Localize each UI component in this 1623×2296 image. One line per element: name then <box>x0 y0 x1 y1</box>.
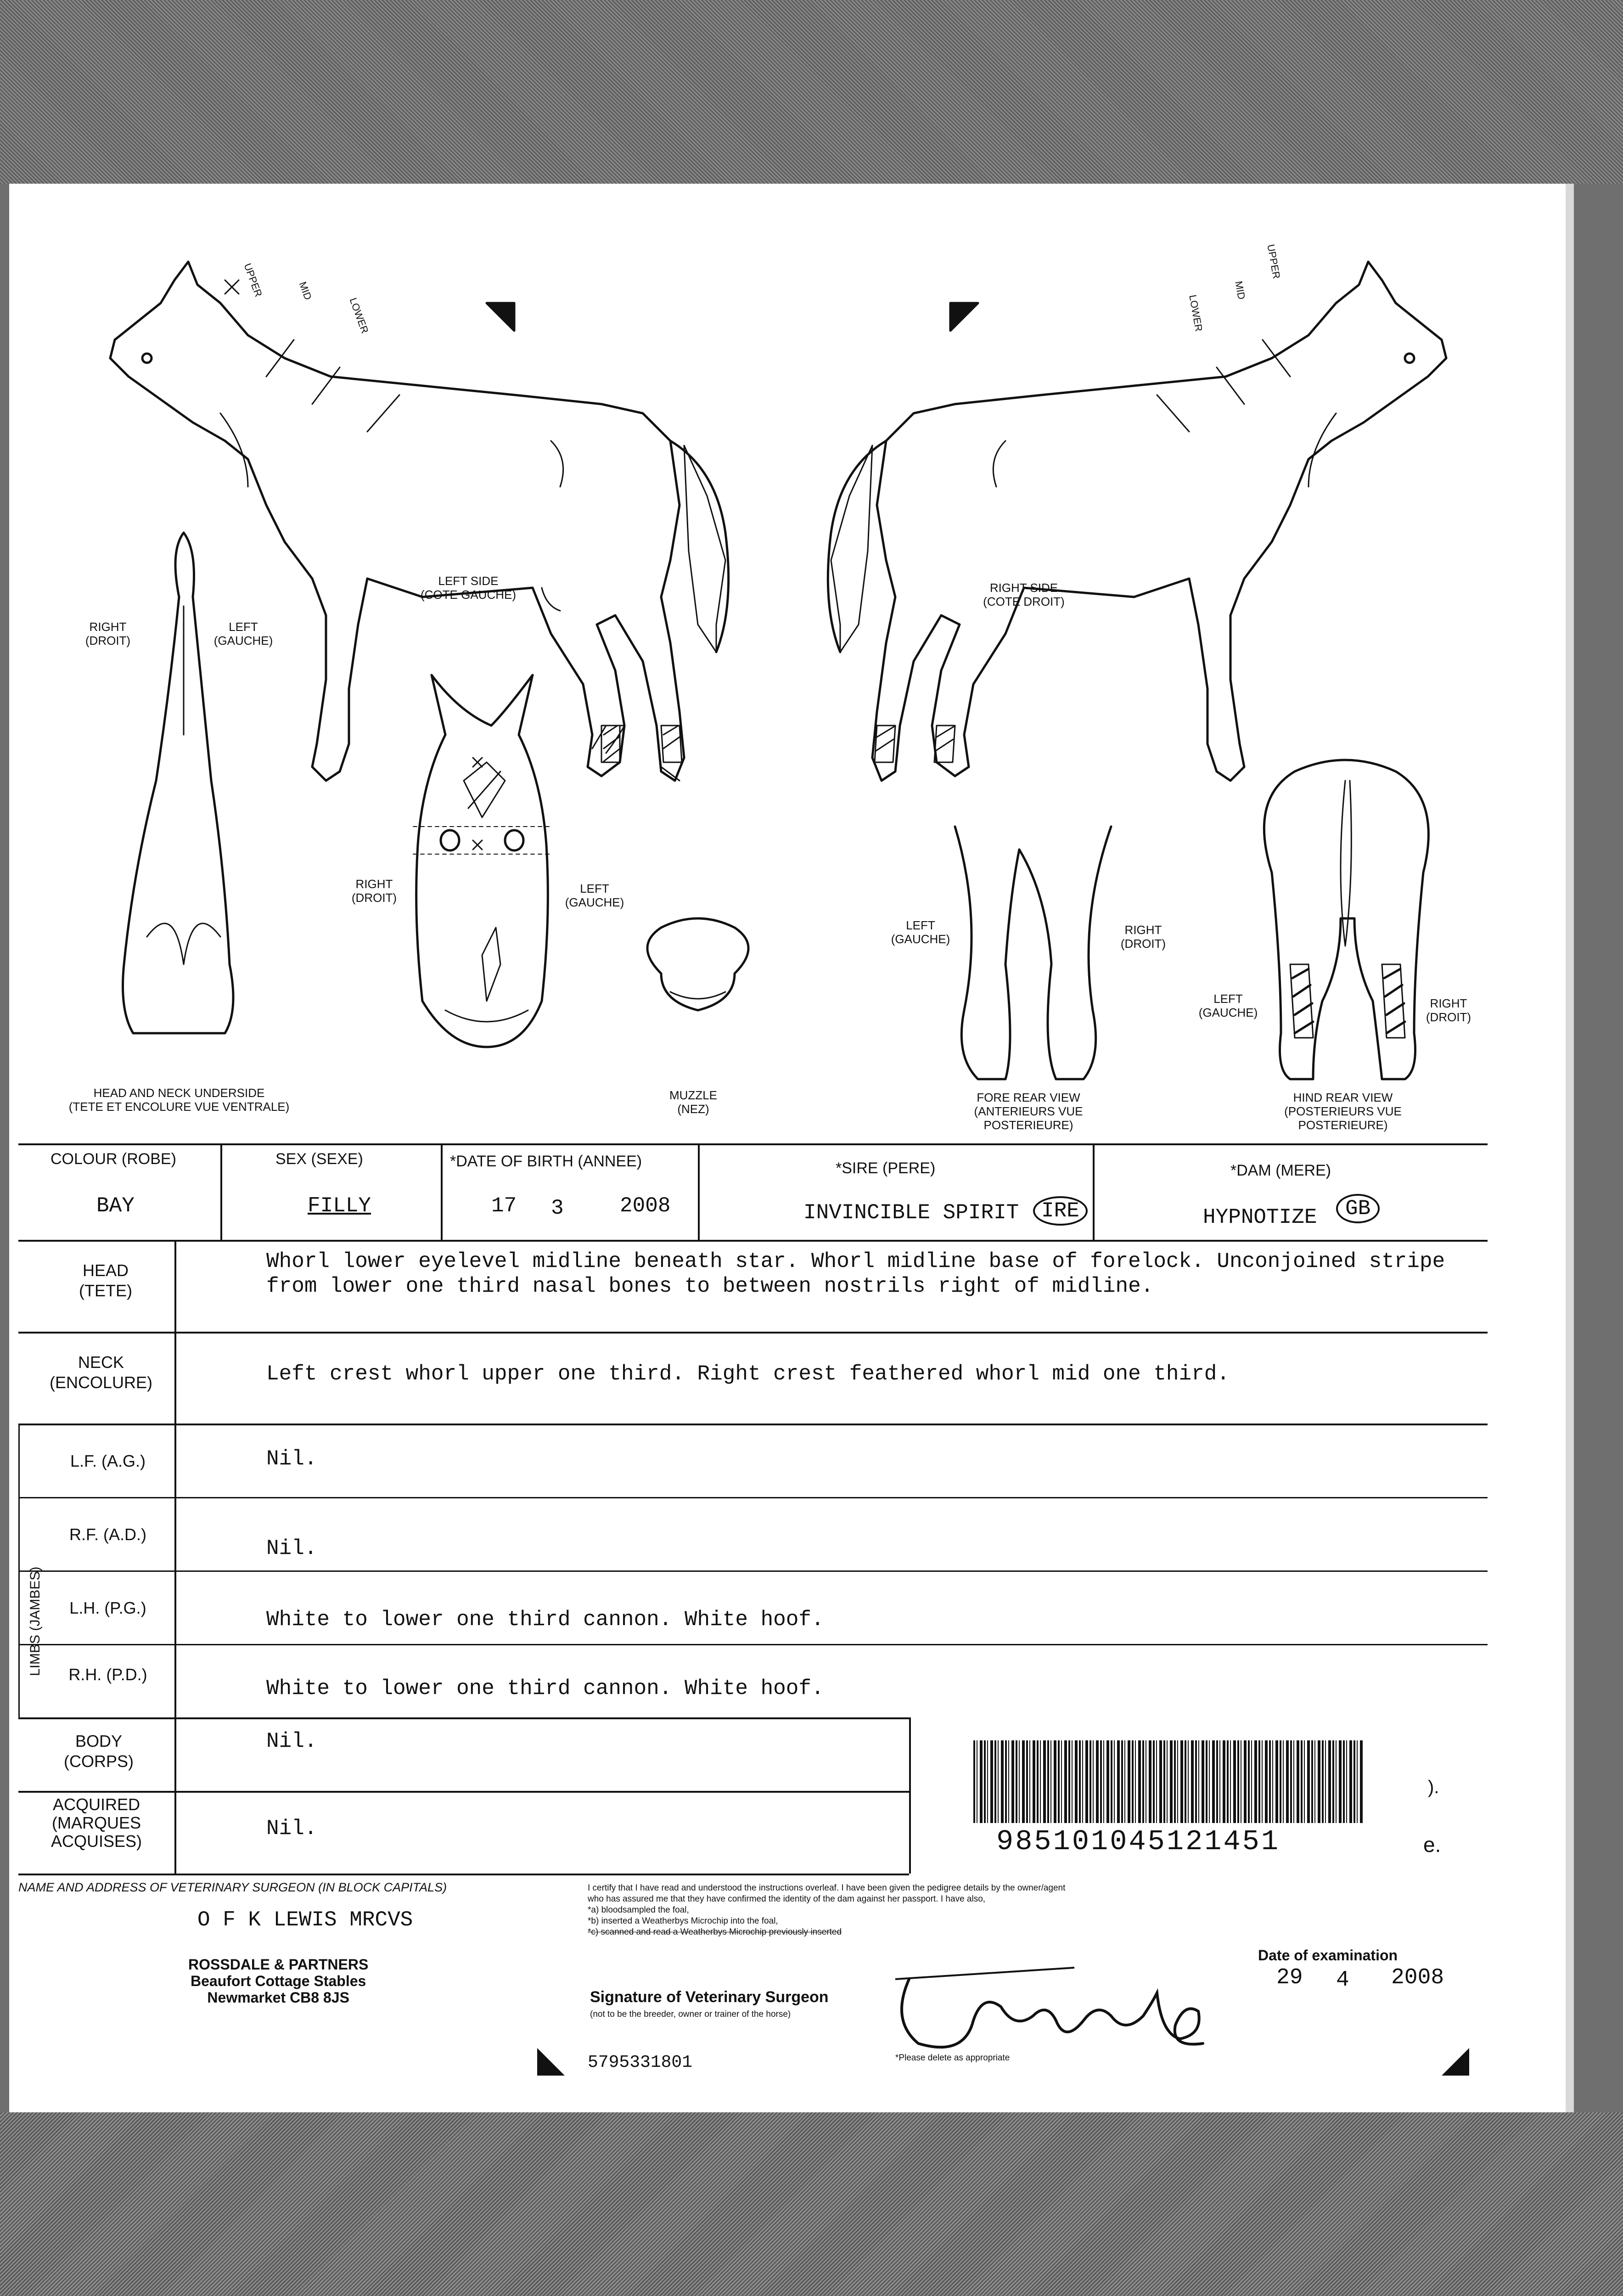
dob-month: 3 <box>551 1196 564 1220</box>
hind-right-label: RIGHT (DROIT) <box>1426 996 1471 1024</box>
dob-year: 2008 <box>620 1194 671 1218</box>
rh-label: R.H. (P.D.) <box>68 1665 147 1684</box>
table-col <box>698 1143 700 1240</box>
registration-mark <box>487 303 514 331</box>
dam-country: GB <box>1336 1194 1380 1223</box>
passport-page <box>9 184 1574 2112</box>
caption-right-side: RIGHT SIDE (COTE DROIT) <box>983 581 1065 608</box>
exam-date-label: Date of examination <box>1258 1947 1398 1964</box>
sex-label: SEX (SEXE) <box>275 1150 363 1168</box>
barcode <box>973 1740 1364 1823</box>
horse-right-side <box>828 262 1446 781</box>
table-rule <box>18 1791 909 1793</box>
table-rule <box>18 1143 1488 1145</box>
diagram-underside <box>123 533 234 1033</box>
table-col <box>174 1240 176 1874</box>
registration-mark-bottom-left <box>537 2048 569 2076</box>
table-rule <box>18 1240 1488 1242</box>
fore-left-label: LEFT (GAUCHE) <box>891 918 950 946</box>
underside-right-label: RIGHT (DROIT) <box>85 620 131 647</box>
label-mid-right: MID <box>1233 280 1248 301</box>
dam-label: *DAM (MERE) <box>1230 1162 1331 1179</box>
certification-text: I certify that I have read and understood the instructions overleaf. I have been given the pedigree details by the owner/agent who has assured me that they have confirmed the identity of the dam against her passport. I have also, *a) bloodsampled the foal, *b) inserted a Weatherbys Microchip into the foal, <box>588 1883 1066 1926</box>
rh-description: White to lower one third cannon. White hoof. <box>266 1677 824 1700</box>
table-col <box>220 1143 222 1240</box>
registration-mark-bottom-right <box>1442 2048 1474 2076</box>
label-lower-right: LOWER <box>1187 294 1205 332</box>
exam-day: 29 <box>1276 1965 1303 1990</box>
head-right-label: RIGHT (DROIT) <box>351 877 397 905</box>
underside-left-label: LEFT (GAUCHE) <box>213 620 273 647</box>
lf-label: L.F. (A.G.) <box>70 1452 146 1470</box>
table-rule <box>18 1570 1488 1572</box>
sire-country: IRE <box>1033 1196 1088 1226</box>
label-lower-left: LOWER <box>347 296 371 335</box>
head-left-label: LEFT (GAUCHE) <box>565 882 624 909</box>
neck-label: NECK (ENCOLURE) <box>49 1353 152 1392</box>
body-label: BODY (CORPS) <box>64 1732 134 1771</box>
signature-image <box>882 1965 1272 2066</box>
caption-underside: HEAD AND NECK UNDERSIDE (TETE ET ENCOLURE VUE VENTRALE) <box>68 1086 290 1114</box>
certification-struck: *c) scanned and read a Weatherbys Microchip previously inserted <box>588 1927 842 1937</box>
dob-day: 17 <box>491 1194 517 1218</box>
dob-label: *DATE OF BIRTH (ANNEE) <box>450 1153 642 1170</box>
colour-label: COLOUR (ROBE) <box>51 1150 176 1168</box>
scan-border-top <box>0 0 1623 184</box>
barcode-suffix-bottom: e. <box>1423 1833 1441 1857</box>
caption-muzzle: MUZZLE (NEZ) <box>669 1088 717 1116</box>
sire-label: *SIRE (PERE) <box>836 1159 936 1177</box>
label-mid-left: MID <box>297 280 314 302</box>
neck-description: Left crest whorl upper one third. Right crest feathered whorl mid one third. <box>266 1362 1230 1386</box>
acquired-description: Nil. <box>266 1817 317 1840</box>
caption-fore-rear: FORE REAR VIEW (ANTERIEURS VUE POSTERIEURE) <box>974 1091 1083 1132</box>
label-upper-left: UPPER <box>241 262 264 298</box>
dam-value: HYPNOTIZE <box>1203 1205 1317 1229</box>
leg-markings <box>601 726 955 762</box>
colour-value: BAY <box>96 1194 135 1218</box>
scan-border-bottom <box>0 2112 1623 2296</box>
signature-label: Signature of Veterinary Surgeon <box>590 1988 829 2006</box>
exam-year: 2008 <box>1391 1965 1444 1990</box>
lh-label: L.H. (P.G.) <box>69 1598 146 1617</box>
caption-hind-rear: HIND REAR VIEW (POSTERIEURS VUE POSTERIEURE) <box>1284 1091 1402 1132</box>
sex-value: FILLY <box>308 1194 371 1218</box>
lh-description: White to lower one third cannon. White hoof. <box>266 1608 824 1632</box>
head-label: HEAD (TETE) <box>79 1261 132 1300</box>
vet-label: NAME AND ADDRESS OF VETERINARY SURGEON (IN BLOCK CAPITALS) <box>18 1880 447 1894</box>
fore-right-label: RIGHT (DROIT) <box>1120 923 1166 951</box>
diagram-hind-rear <box>1264 760 1428 1079</box>
horse-diagrams <box>9 184 1566 1171</box>
vet-name: O F K LEWIS MRCVS <box>197 1908 413 1932</box>
registration-mark <box>950 303 978 331</box>
table-rule <box>18 1332 1488 1334</box>
sire-value: INVINCIBLE SPIRIT <box>803 1201 1019 1225</box>
head-description: Whorl lower eyelevel midline beneath star. Whorl midline base of forelock. Unconjoined stripe from lower one third nasal bones to between nostrils right of midline. <box>266 1249 1445 1298</box>
table-col <box>441 1143 443 1240</box>
lf-description: Nil. <box>266 1447 317 1471</box>
exam-month: 4 <box>1336 1968 1349 1992</box>
limbs-label: LIMBS (JAMBES) <box>28 1566 43 1676</box>
table-rule <box>18 1644 1488 1645</box>
rf-label: R.F. (A.D.) <box>69 1525 146 1544</box>
barcode-number: 985101045121451 <box>996 1825 1280 1858</box>
table-col <box>18 1424 20 1717</box>
diagram-muzzle <box>647 918 748 1010</box>
barcode-suffix-top: ). <box>1428 1777 1439 1797</box>
diagram-fore-rear <box>955 827 1111 1079</box>
table-col <box>909 1717 911 1874</box>
table-col <box>1093 1143 1095 1240</box>
table-rule <box>18 1874 909 1875</box>
rf-description: Nil. <box>266 1536 317 1560</box>
table-rule <box>18 1717 909 1719</box>
signature-note: (not to be the breeder, owner or trainer of the horse) <box>590 2009 791 2019</box>
hind-left-label: LEFT (GAUCHE) <box>1198 992 1258 1019</box>
table-rule <box>18 1424 1488 1425</box>
delete-note: *Please delete as appropriate <box>895 2053 1010 2063</box>
vet-address: ROSSDALE & PARTNERS Beaufort Cottage Stables Newmarket CB8 8JS <box>188 1956 369 2006</box>
caption-left-side: LEFT SIDE (COTE GAUCHE) <box>421 574 516 602</box>
label-upper-right: UPPER <box>1265 243 1283 280</box>
acquired-label: ACQUIRED (MARQUES ACQUISES) <box>51 1795 142 1851</box>
serial-number: 5795331801 <box>588 2053 693 2072</box>
table-rule <box>18 1497 1488 1498</box>
diagram-head-front <box>413 675 551 1047</box>
body-description: Nil. <box>266 1729 317 1753</box>
neck-divisions-left <box>225 280 399 432</box>
